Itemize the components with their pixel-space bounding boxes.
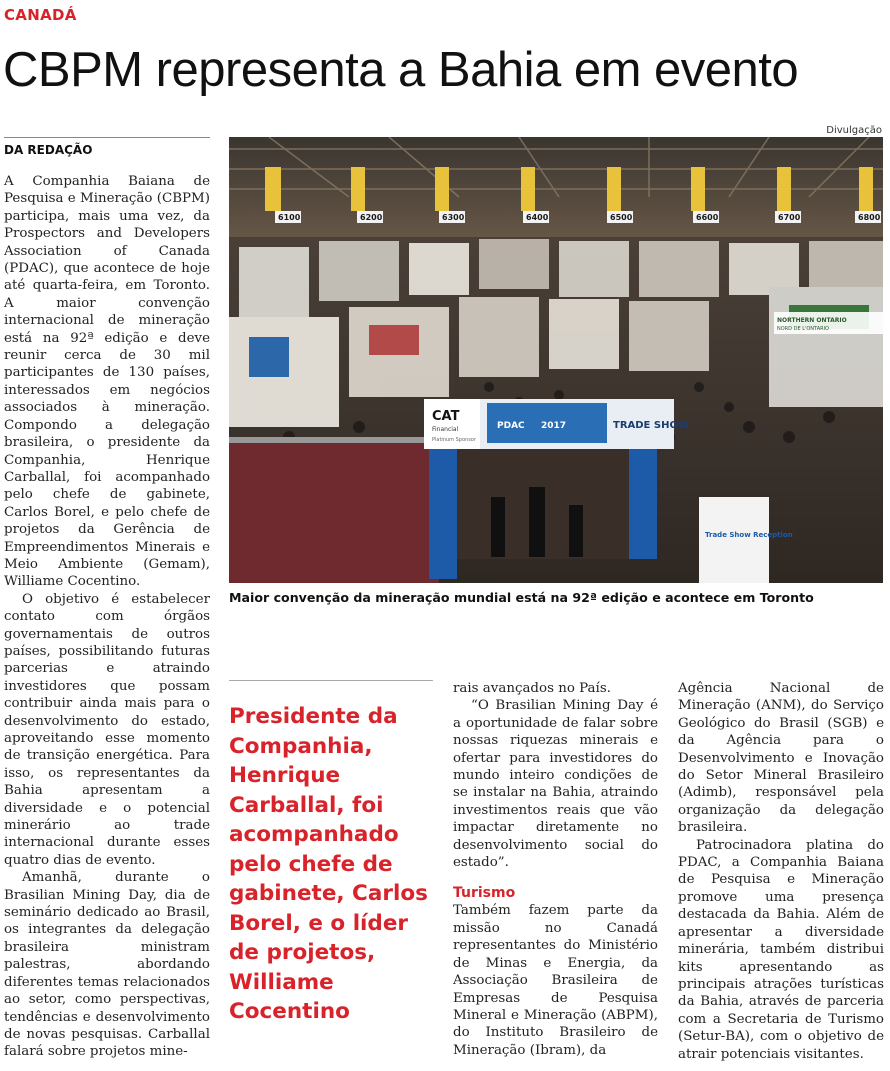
- cat-brand-text: CAT: [432, 409, 460, 424]
- reception-sign-text: Trade Show Reception: [705, 531, 793, 539]
- paragraph-sponsor: Patrocinadora platina do PDAC, a Companhia Baiana de Pesquisa e Mineração promove uma presença destacada da Bahia. Além de apresentar a diversidade minerária, também distribui kits apresentando as principais atrações turísticas da Bahia, através de parceria com a Secretaria de Turismo (Setur-BA), com o objetivo de atrair potenciais visitantes.: [678, 837, 884, 1062]
- booth-number-8: 6800: [858, 213, 881, 222]
- booth-number-1: 6100: [278, 213, 301, 222]
- northern-ontario-text: NORTHERN ONTARIO: [777, 317, 847, 324]
- photo-credit: Divulgação: [826, 125, 882, 136]
- subhead-turismo: Turismo: [453, 885, 516, 902]
- booth-number-6: 6600: [696, 213, 719, 222]
- paragraph-continuation: rais avançados no País.: [453, 681, 611, 696]
- pdac-text: PDAC: [497, 421, 525, 431]
- article-column-4: [678, 680, 884, 1063]
- pullquote-rule: [229, 680, 433, 681]
- byline: DA REDAÇÃO: [4, 143, 93, 157]
- trade-show-photo: [229, 137, 883, 583]
- paragraph-3: Amanhã, durante o Brasilian Mining Day, dia de seminário dedicado ao Brasil, os integrantes da delegação brasileira ministram palestras, abordando diferentes temas relacionados ao setor, como perspectivas, tendências e desenvolvimento de novas pesquisas. Carballal falará sobre projetos mine-: [4, 870, 210, 1060]
- article-column-1: [4, 173, 210, 1061]
- byline-rule: [4, 137, 210, 138]
- paragraph-agencies: Agência Nacional de Mineração (ANM), do Serviço Geológico do Brasil (SGB) e da Agência para o Desenvolvimento e Inovação do Setor Mineral Brasileiro (Adimb), responsável pela organização da delegação brasileira.: [678, 681, 884, 836]
- booth-number-7: 6700: [778, 213, 801, 222]
- photo-caption: Maior convenção da mineração mundial está na 92ª edição e acontece em Toronto: [229, 590, 814, 605]
- booth-number-2: 6200: [360, 213, 383, 222]
- booth-number-4: 6400: [526, 213, 549, 222]
- booth-number-3: 6300: [442, 213, 465, 222]
- article-column-3: [453, 680, 658, 1059]
- trade-show-illustration: [229, 137, 883, 583]
- cat-financial-text: Financial: [432, 426, 459, 433]
- paragraph-1: A Companhia Baiana de Pesquisa e Mineração (CBPM) participa, mais uma vez, da Prospectors and Developers Association of Canada (PDAC), que acontece de hoje até quarta-feira, em Toronto. A maior convenção internacional de mineração está na 92ª edição e deve reunir cerca de 30 mil participantes de 130 países, interessados em negócios associados à mineração. Compondo a delegação brasileira, o presidente da Companhia, Henrique Carballal, foi acompanhado pelo chefe de gabinete, Carlos Borel, e pelo chefe de projetos da Gerência de Empreendimentos Minerais e Meio Ambiente (Gemam), Williame Cocentino.: [4, 174, 210, 590]
- headline: CBPM representa a Bahia em evento: [3, 43, 799, 97]
- paragraph-turismo: Também fazem parte da missão no Canadá representantes do Ministério de Minas e Energia, da Associação Brasileira de Empresas de Pesquisa Mineral e Mineração (ABPM), do Instituto Brasileiro de Mineração (Ibram), da: [453, 903, 658, 1058]
- trade-show-text: TRADE SHOW: [613, 420, 689, 431]
- quote-paragraph: “O Brasilian Mining Day é a oportunidade de falar sobre nossas riquezas minerais e ofertar para investidores do mundo inteiro condições de se instalar na Bahia, atraindo investimentos reais que vão impactar diretamente no desenvolvimento social do estado”.: [453, 698, 658, 871]
- pull-quote: Presidente da Companhia, Henrique Carballal, foi acompanhado pelo chefe de gabinete, Carlos Borel, e o líder de projetos, Williame Cocentino: [229, 704, 428, 1024]
- booth-number-5: 6500: [610, 213, 633, 222]
- nord-ontario-text: NORD DE L'ONTARIO: [777, 326, 829, 332]
- pdac-year-text: 2017: [541, 421, 567, 431]
- paragraph-2: O objetivo é estabelecer contato com órgãos governamentais de outros países, possibilitando futuras parcerias e atraindo investidores que possam contribuir ainda mais para o desenvolvimento do estado, aproveitando esse momento de transição energética. Para isso, os representantes da Bahia apresentam a diversidade e o potencial minerário ao trade internacional durante esses quatro dias de evento.: [4, 591, 210, 868]
- sponsor-text: Platinum Sponsor: [432, 437, 476, 443]
- section-label: CANADÁ: [4, 6, 77, 24]
